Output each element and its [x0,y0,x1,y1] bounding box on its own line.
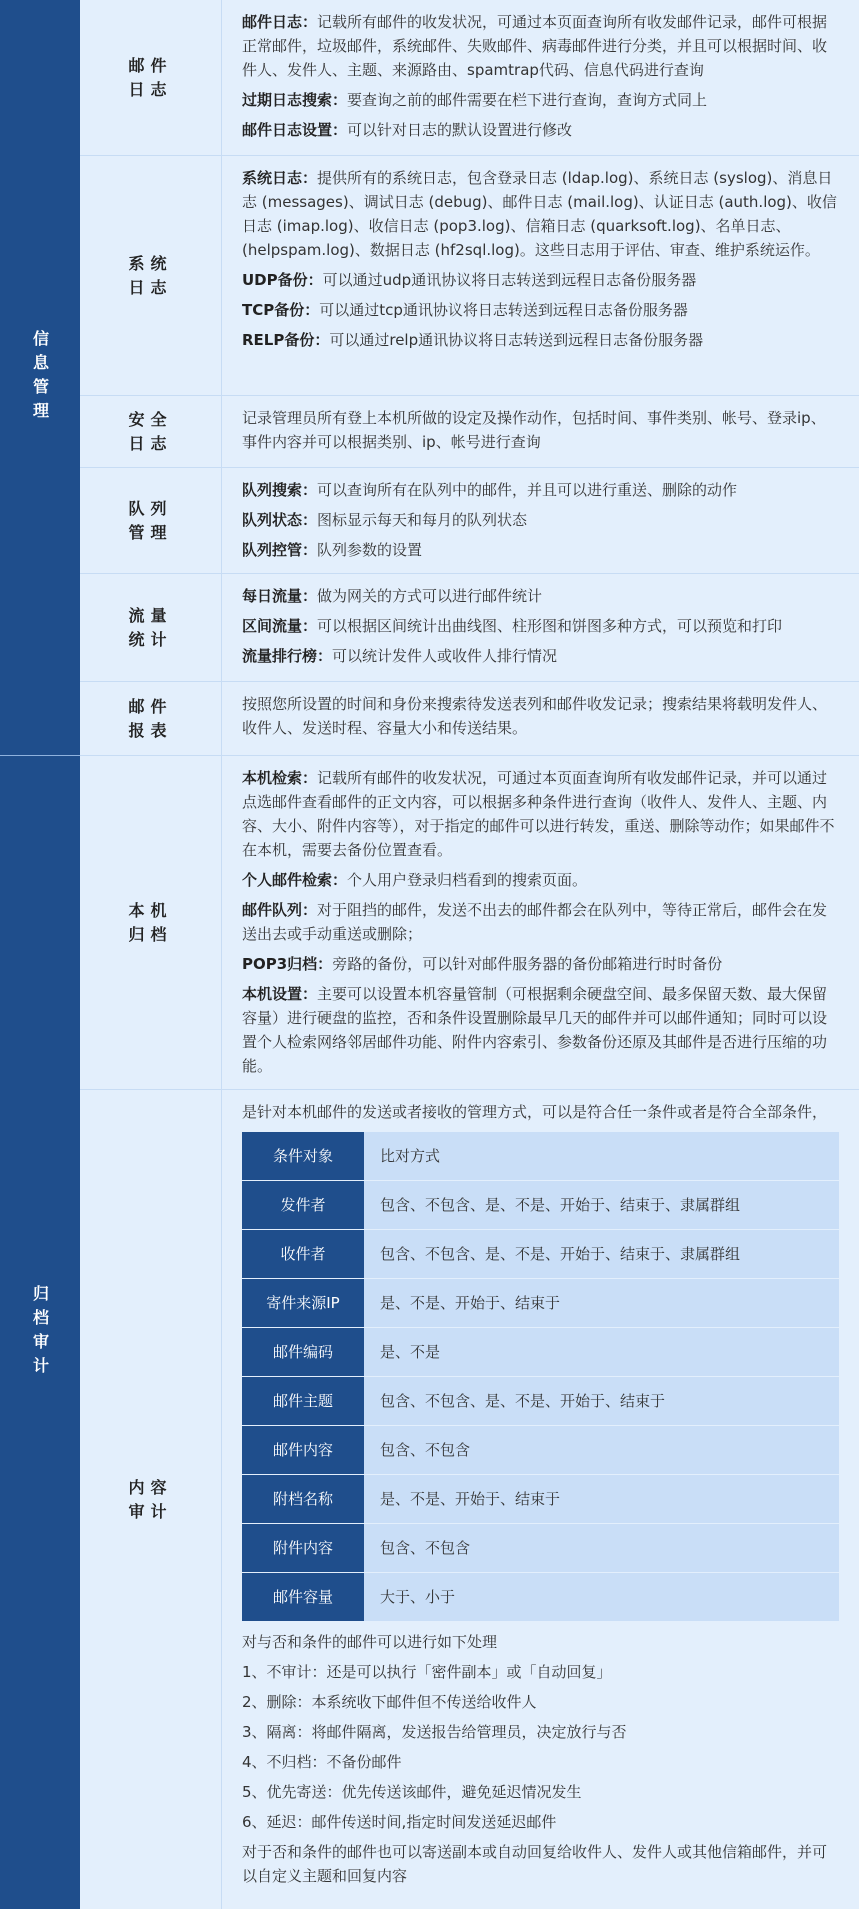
item: 本机设置：主要可以设置本机容量管制（可根据剩余硬盘空间、最多保留天数、最大保留容量）进行硬盘的监控，否和条件设置删除最早几天的邮件并可以邮件通知；同时可以设置个人检索网络邻居邮件功能、附件内容索引、参数备份还原及其邮件是否进行压缩的功能。 [242,985,828,1075]
row-label-cell [80,468,222,573]
list-item: 5、优先寄送：优先传送该邮件，避免延迟情况发生 [242,1783,582,1801]
row-security-log [80,396,859,468]
list-item: 6、延迟：邮件传送时间,指定时间发送延迟邮件 [242,1813,557,1831]
item: 邮件日志：记载所有邮件的收发状况，可通过本页面查询所有收发邮件记录，邮件可根据正常邮件，垃圾邮件，系统邮件、失败邮件、病毒邮件进行分类，并且可以根据时间、收件人、发件人、主题、来源路由、spamtrap代码、信息代码进行查询 [242,13,828,79]
table-row: 邮件编码 是、不是 [242,1328,839,1377]
row-label: 系统日志 [128,253,173,297]
item: 系统日志：提供所有的系统日志，包含登录日志 (ldap.log)、系统日志 (syslog)、消息日志 (messages)、调试日志 (debug)、邮件日志 (mail.log)、认证日志 (auth.log)、收信日志 (imap.log)、收信日志 (pop3.log)、信箱日志 (quarksoft.log)、名单日志、(helpspam.log)、数据日志 (hf2sql.log)。这些日志用于评估、审查、维护系统运作。 [242,169,837,259]
row-local-archive [80,756,859,1090]
row-label-cell [80,756,222,1089]
item: 队列控管：队列参数的设置 [242,541,423,559]
table-row: 邮件内容 包含、不包含 [242,1426,839,1475]
table-row: 附档名称 是、不是、开始于、结束于 [242,1475,839,1524]
row-mail-log [80,0,859,156]
row-label-cell [80,682,222,755]
condition-table [242,1132,839,1622]
table-row: 附件内容 包含、不包含 [242,1524,839,1573]
item: TCP备份：可以通过tcp通讯协议将日志转送到远程日志备份服务器 [242,301,688,319]
list-item: 2、删除：本系统收下邮件但不传送给收件人 [242,1693,537,1711]
handling-title: 对与否和条件的邮件可以进行如下处理 [242,1633,498,1651]
category-archive-audit [0,756,80,1909]
row-content [242,478,839,568]
row-label: 邮件日志 [128,55,173,99]
handling-list [242,1630,839,1888]
row-content [242,166,839,358]
item: UDP备份：可以通过udp通讯协议将日志转送到远程日志备份服务器 [242,271,697,289]
item: 按照您所设置的时间和身份来搜索待发送表列和邮件收发记录；搜索结果将载明发件人、收件人、发送时程、容量大小和传送结果。 [242,695,828,737]
intro-text: 是针对本机邮件的发送或者接收的管理方式，可以是符合任一条件或者是符合全部条件， [242,1103,828,1121]
row-label: 队列管理 [128,498,173,542]
row-queue-management [80,468,859,574]
list-item: 3、隔离：将邮件隔离，发送报告给管理员，决定放行与否 [242,1723,627,1741]
category-info-management [0,0,80,755]
item: 过期日志搜索：要查询之前的邮件需要在栏下进行查询，查询方式同上 [242,91,708,109]
item: 本机检索：记载所有邮件的收发状况，可通过本页面查询所有收发邮件记录，并可以通过点选邮件查看邮件的正文内容，可以根据多种条件进行查询（收件人、发件人、主题、内容、大小、附件内容等），对于指定的邮件可以进行转发，重送、删除等动作；如果邮件不在本机，需要去备份位置查看。 [242,769,835,859]
row-content [242,1100,839,1894]
table-row: 寄件来源IP 是、不是、开始于、结束于 [242,1279,839,1328]
table-row: 条件对象 比对方式 [242,1132,839,1181]
category-label: 归档审计 [30,1284,50,1381]
row-label-cell [80,396,222,467]
item: 个人邮件检索：个人用户登录归档看到的搜索页面。 [242,871,588,889]
row-label: 流量统计 [128,605,173,649]
item: 区间流量：可以根据区间统计出曲线图、柱形图和饼图多种方式，可以预览和打印 [242,617,783,635]
table-row: 邮件容量 大于、小于 [242,1573,839,1622]
row-content [242,10,839,148]
table-row: 邮件主题 包含、不包含、是、不是、开始于、结束于 [242,1377,839,1426]
item: 记录管理员所有登上本机所做的设定及操作动作，包括时间、事件类别、帐号、登录ip、事件内容并可以根据类别、ip、帐号进行查询 [242,409,826,451]
footer-text: 对于否和条件的邮件也可以寄送副本或自动回复给收件人、发件人或其他信箱邮件，并可以自定义主题和回复内容 [242,1843,828,1885]
row-content [242,584,839,674]
row-label: 安全日志 [128,409,173,453]
item: 每日流量：做为网关的方式可以进行邮件统计 [242,587,543,605]
list-item: 4、不归档：不备份邮件 [242,1753,402,1771]
category-label: 信息管理 [30,329,50,426]
row-content [242,406,839,460]
row-label-cell [80,1090,222,1909]
row-label: 邮件报表 [128,696,173,740]
row-content [242,766,839,1084]
table-row: 发件者 包含、不包含、是、不是、开始于、结束于、隶属群组 [242,1181,839,1230]
row-label-cell [80,156,222,395]
row-traffic-stats [80,574,859,682]
item: RELP备份：可以通过relp通讯协议将日志转送到远程日志备份服务器 [242,331,704,349]
row-label-cell [80,574,222,681]
list-item: 1、不审计：还是可以执行「密件副本」或「自动回复」 [242,1663,612,1681]
item: 流量排行榜：可以统计发件人或收件人排行情况 [242,647,558,665]
item: POP3归档：旁路的备份，可以针对邮件服务器的备份邮箱进行时时备份 [242,955,723,973]
row-content [242,692,839,746]
row-system-log [80,156,859,396]
item: 邮件日志设置：可以针对日志的默认设置进行修改 [242,121,573,139]
row-label: 本机归档 [128,900,173,944]
row-label: 内容审计 [128,1477,173,1521]
table-row: 收件者 包含、不包含、是、不是、开始于、结束于、隶属群组 [242,1230,839,1279]
row-label-cell [80,0,222,155]
row-content-audit [80,1090,859,1909]
row-mail-report [80,682,859,756]
item: 队列搜索：可以查询所有在队列中的邮件，并且可以进行重送、删除的动作 [242,481,738,499]
item: 邮件队列：对于阻挡的邮件，发送不出去的邮件都会在队列中，等待正常后，邮件会在发送出去或手动重送或删除； [242,901,828,943]
item: 队列状态：图标显示每天和每月的队列状态 [242,511,528,529]
